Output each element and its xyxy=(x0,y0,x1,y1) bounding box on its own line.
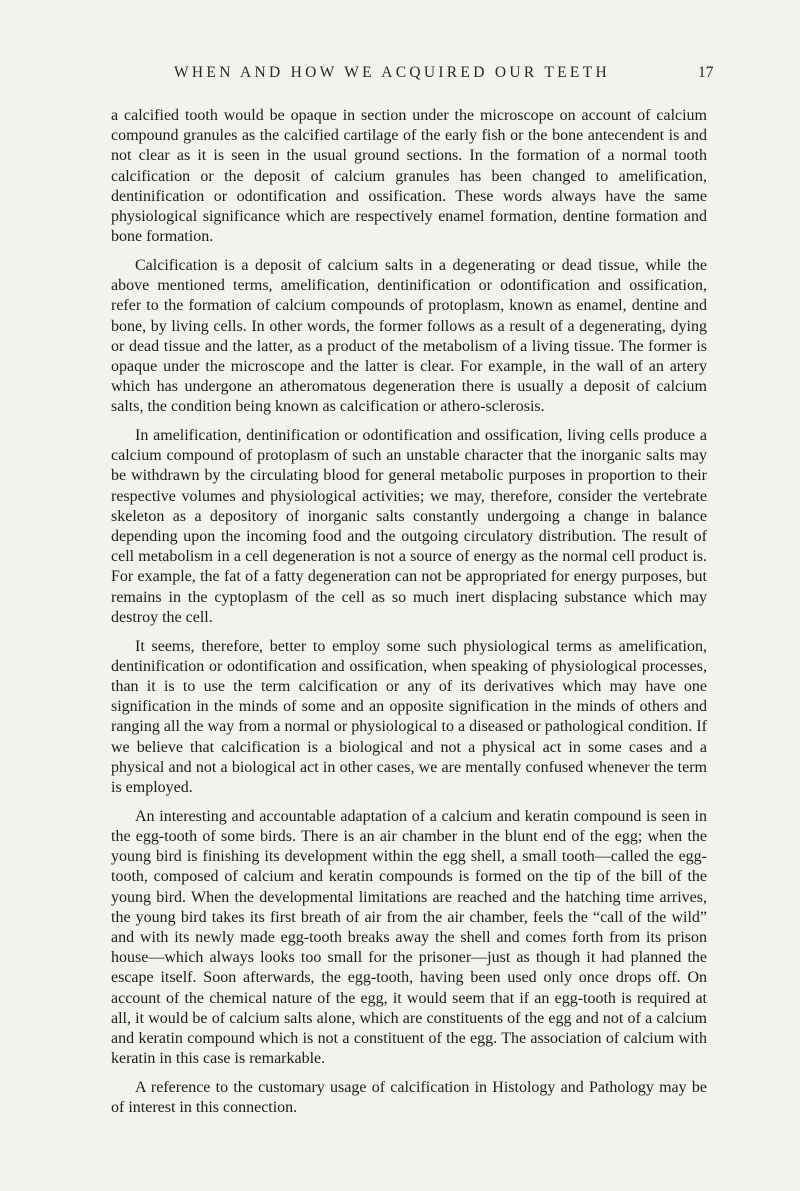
paragraph-1: a calcified tooth would be opaque in section under the microscope on account of calcium compound granules as the calcified cartilage of the early fish or the bone antecendent is and not clear as it is seen in the usual ground sections. In the formation of a normal tooth calcification or the deposit of calcium granules has been changed to amelification, dentinification or odontification and ossification. These words always have the same physiological significance which are respectively enamel formation, dentine formation and bone formation. xyxy=(111,107,707,246)
paragraph-6: A reference to the customary usage of calcification in Histology and Pathology may be of interest in this connection. xyxy=(111,1078,707,1117)
running-head: WHEN AND HOW WE ACQUIRED OUR TEETH xyxy=(174,64,610,81)
body-text xyxy=(111,106,707,1127)
paragraph-5: An interesting and accountable adaptation of a calcium and keratin compound is seen in the egg-tooth of some birds. There is an air chamber in the blunt end of the egg; when the young bird is finishing its development within the egg shell, a small tooth—called the egg-tooth, composed of calcium and keratin compounds is formed on the tip of the bill of the young bird. When the developmental limitations are reached and the hatching time arrives, the young bird takes its first breath of air from the air chamber, feels the “call of the wild” and with its newly made egg-tooth breaks away the shell and comes forth from its prison house—which always looks too small for the prisoner—just as though it had planned the escape itself. Soon afterwards, the egg-tooth, having been used only once drops off. On account of the chemical nature of the egg, it would seem that if an egg-tooth is required at all, it would be of calcium salts alone, which are constituents of the egg and not of a calcium and keratin compound which is not a constituent of the egg. The association of calcium with keratin in this case is remarkable. xyxy=(111,807,707,1068)
paragraph-2: Calcification is a deposit of calcium salts in a degenerating or dead tissue, while the above mentioned terms, amelification, dentinification or odontification and ossification, refer to the formation of calcium compounds of protoplasm, known as enamel, dentine and bone, by living cells. In other words, the former follows as a result of a degenerating, dying or dead tissue and the latter, as a product of the metabolism of a living tissue. The former is opaque under the microscope and the latter is clear. For example, in the wall of an artery which has undergone an atheromatous degeneration there is usually a deposit of calcium salts, the condition being known as calcification or athero-sclerosis. xyxy=(111,256,707,416)
paragraph-4: It seems, therefore, better to employ some such physiological terms as amelification, dentinification or odontification and ossification, when speaking of physiological processes, than it is to use the term calcification or any of its derivatives which may have one signification in the minds of some and an opposite signification in the minds of others and ranging all the way from a normal or physiological to a diseased or pathological condition. If we believe that calcification is a biological and not a physical act in some cases and a physical and not a biological act in other cases, we are mentally confused whenever the term is employed. xyxy=(111,637,707,796)
paragraph-3: In amelification, dentinification or odontification and ossification, living cells produce a calcium compound of protoplasm of such an unstable character that the inorganic salts may be withdrawn by the circulating blood for general metabolic purposes in proportion to their respective volumes and physiological activities; we may, therefore, consider the vertebrate skeleton as a depository of inorganic salts constantly undergoing a change in balance depending upon the incoming food and the outgoing circulatory distribution. The result of cell metabolism in a cell degeneration is not a source of energy as the normal cell product is. For example, the fat of a fatty degeneration can not be appropriated for energy purposes, but remains in the cyptoplasm of the cell as so much inert displacing substance which may destroy the cell. xyxy=(111,427,707,626)
page-number: 17 xyxy=(698,64,714,81)
